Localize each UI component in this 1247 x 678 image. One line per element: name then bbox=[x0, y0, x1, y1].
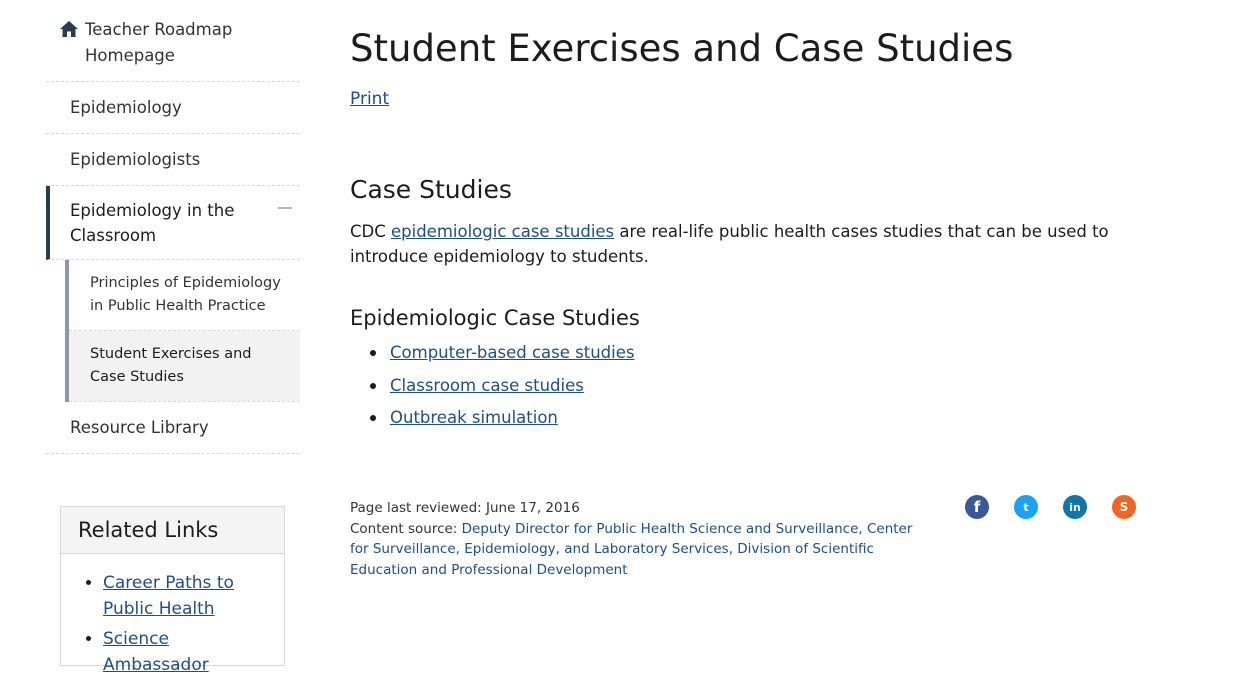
collapse-minus-icon[interactable] bbox=[278, 207, 292, 209]
related-link-science-ambassador[interactable]: Science Ambassador bbox=[103, 629, 209, 675]
sidebar-active-label: Epidemiology in the Classroom bbox=[70, 201, 235, 245]
section-heading-epidemiologic-case-studies: Epidemiologic Case Studies bbox=[350, 306, 640, 330]
related-links-box bbox=[60, 506, 285, 675]
print-link[interactable]: Print bbox=[350, 89, 390, 109]
related-links-title: Related Links bbox=[61, 507, 284, 554]
classroom-case-studies-link[interactable]: Classroom case studies bbox=[390, 375, 584, 395]
computer-based-case-studies-link[interactable]: Computer-based case studies bbox=[390, 343, 635, 362]
sidebar-subitem-principles[interactable] bbox=[69, 260, 300, 331]
content-source-link[interactable]: Deputy Director for Public Health Science and Surveillance, Center for Surveillance, Epidemiology, and Laboratory Services, Division of Scientific Education and Professional Development bbox=[350, 520, 913, 578]
sidebar-item-epidemiologists[interactable] bbox=[46, 134, 300, 186]
case-studies-list bbox=[350, 341, 634, 439]
page-last-reviewed: Page last reviewed: June 17, 2016 bbox=[350, 500, 580, 516]
sidebar-sub-list bbox=[65, 260, 300, 402]
twitter-icon[interactable]: t bbox=[1014, 495, 1038, 519]
sidebar-subitem-student-exercises-link[interactable]: Student Exercises and Case Studies bbox=[69, 331, 300, 401]
list-item bbox=[103, 570, 274, 622]
list-item bbox=[350, 374, 634, 407]
syndicate-icon[interactable]: S bbox=[1112, 495, 1136, 519]
facebook-icon[interactable]: f bbox=[965, 495, 989, 519]
home-icon bbox=[59, 20, 79, 38]
sidebar-item-epidemiology[interactable] bbox=[46, 82, 300, 134]
content-source: Content source: Deputy Director for Public Health Science and Surveillance, Center for Surveillance, Epidemiology, and Laboratory Services, Division of Scientific Education and Professional Development bbox=[350, 520, 913, 578]
list-item bbox=[350, 406, 634, 439]
related-links-list bbox=[61, 554, 284, 678]
outbreak-simulation-link[interactable]: Outbreak simulation bbox=[390, 408, 558, 427]
page-title: Student Exercises and Case Studies bbox=[350, 27, 1014, 70]
sidebar-nav bbox=[46, 0, 300, 454]
sidebar-subitem-principles-link[interactable]: Principles of Epidemiology in Public Health Practice bbox=[90, 275, 281, 314]
section-heading-case-studies: Case Studies bbox=[350, 175, 512, 204]
sidebar-home-label: Teacher Roadmap Homepage bbox=[85, 20, 233, 65]
sidebar-item-resource-library[interactable] bbox=[46, 402, 300, 454]
social-share-bar bbox=[965, 495, 1161, 519]
intro-paragraph: CDC epidemiologic case studies are real-life public health cases studies that can be used to introduce epidemiology to students. bbox=[350, 222, 1109, 266]
sidebar-item-resource-library-link[interactable]: Resource Library bbox=[70, 418, 209, 437]
page-footer-meta bbox=[350, 498, 930, 580]
list-item bbox=[103, 626, 274, 678]
list-item bbox=[350, 341, 634, 374]
sidebar-item-epidemiology-in-classroom[interactable] bbox=[46, 186, 300, 260]
sidebar-item-epidemiologists-link[interactable]: Epidemiologists bbox=[70, 150, 201, 169]
related-link-career-paths[interactable]: Career Paths to Public Health bbox=[103, 573, 234, 619]
sidebar-item-epidemiology-link[interactable]: Epidemiology bbox=[70, 98, 182, 117]
epidemiologic-case-studies-link[interactable]: epidemiologic case studies bbox=[391, 222, 615, 241]
sidebar-subitem-student-exercises[interactable] bbox=[69, 331, 300, 402]
linkedin-icon[interactable]: in bbox=[1063, 495, 1087, 519]
sidebar-item-home[interactable] bbox=[46, 0, 300, 82]
